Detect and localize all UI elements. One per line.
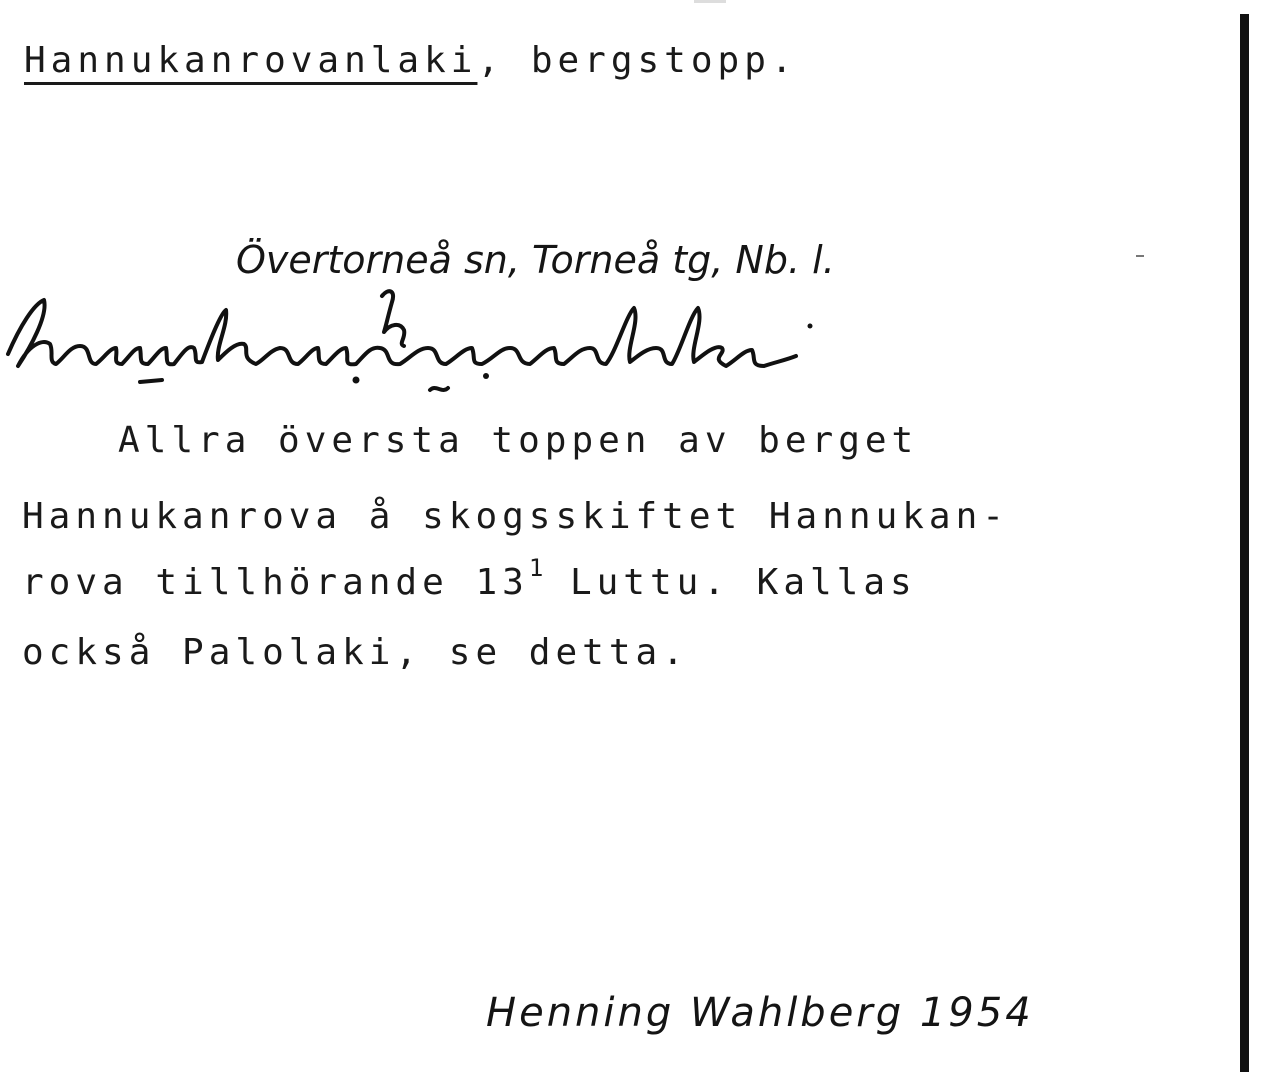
body-line-2: Hannukanrova å skogsskiftet Hannukan-: [22, 496, 1009, 537]
scan-speck: [1136, 255, 1144, 257]
body-line-3: [22, 554, 917, 603]
headword: Hannukanrovanlaki: [24, 40, 478, 81]
headword-suffix: , bergstopp.: [477, 40, 798, 81]
body-line-3-text: rova tillhörande 13: [22, 562, 529, 603]
superscript-number: 1: [528, 554, 544, 582]
body-line-4: också Palolaki, se detta.: [22, 632, 689, 673]
body-line-3-rest: Luttu. Kallas: [543, 562, 917, 603]
headword-line: [24, 40, 798, 81]
handwritten-pronunciation: [0, 286, 830, 406]
signature-line: Henning Wahlberg 1954: [486, 990, 1034, 1036]
scan-speck: [694, 0, 726, 3]
body-line-1: Allra översta toppen av berget: [118, 420, 919, 461]
location-line: Övertorneå sn, Torneå tg, Nb. l.: [236, 238, 835, 282]
card-edge-line: [1240, 14, 1249, 1072]
